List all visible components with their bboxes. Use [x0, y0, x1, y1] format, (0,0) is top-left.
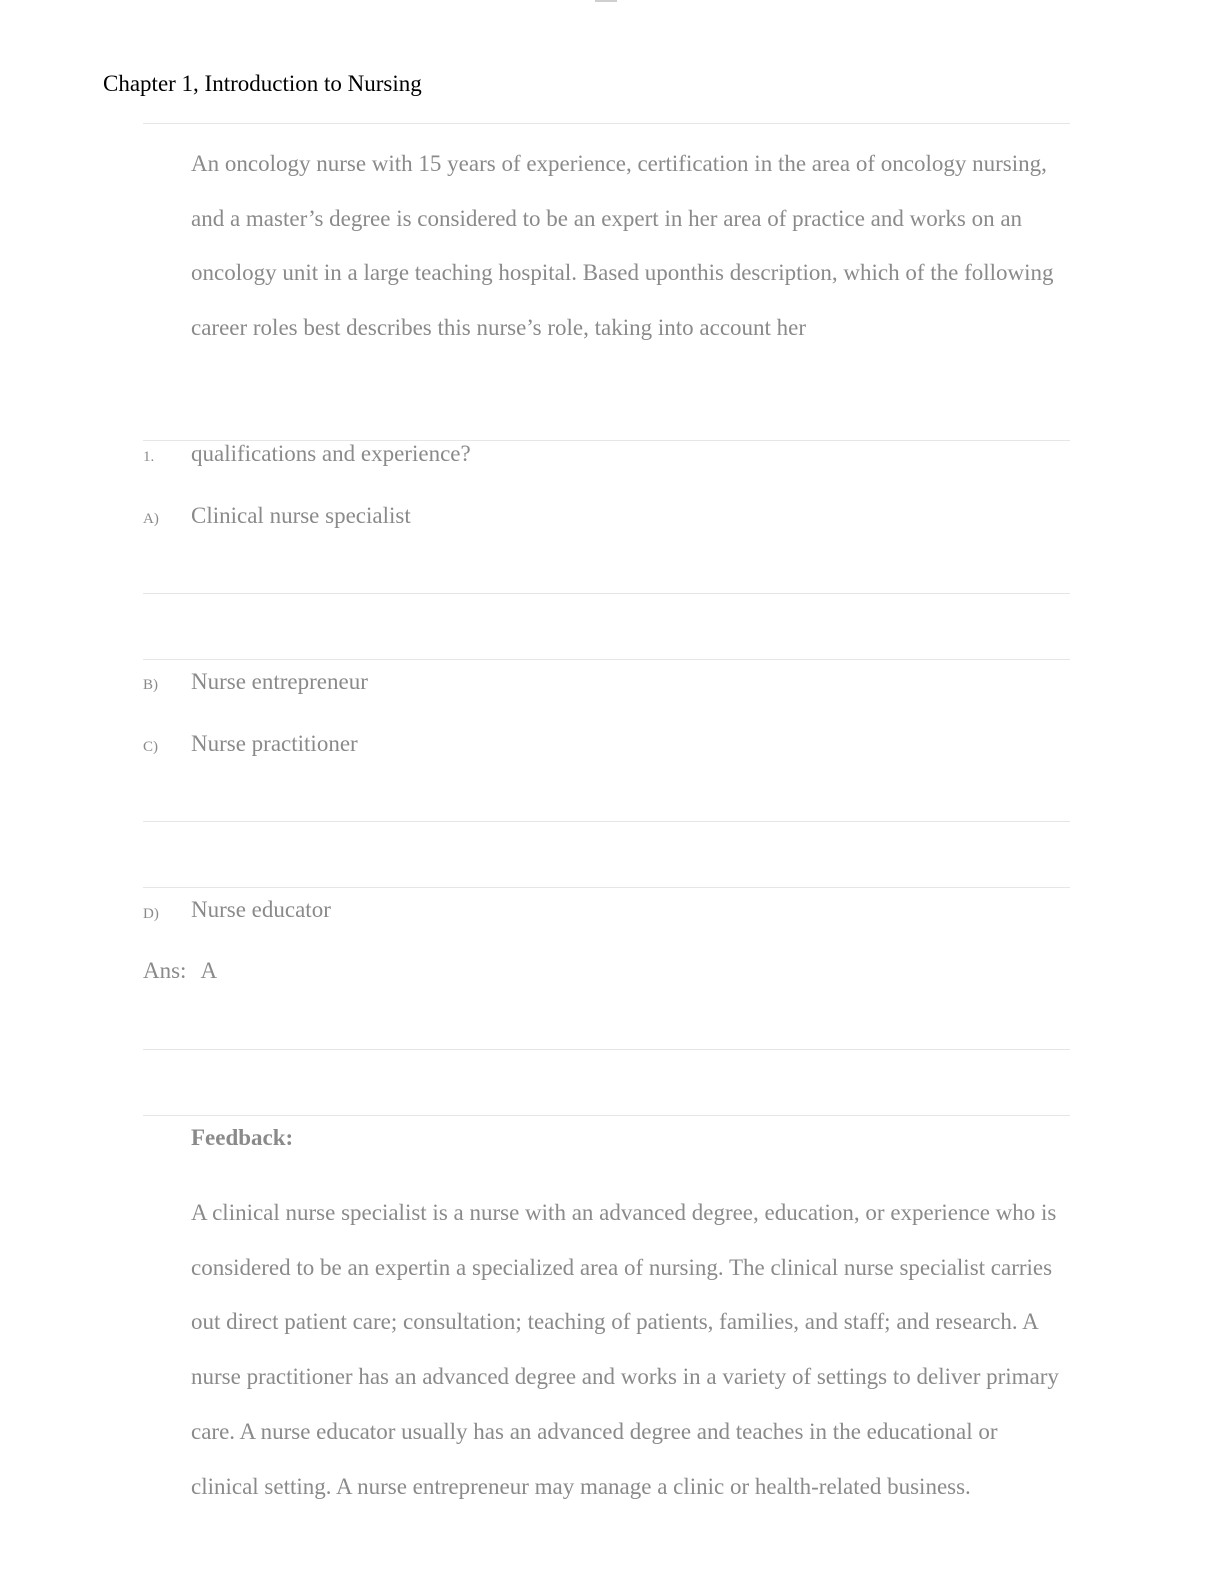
question-stem-end: qualifications and experience?: [191, 441, 471, 466]
answer-value: A: [200, 958, 218, 983]
answer-line: [143, 958, 217, 984]
divider: [143, 821, 1070, 822]
option-a-text: Clinical nurse specialist: [191, 503, 411, 528]
divider: [143, 593, 1070, 594]
option-b-label: B): [143, 677, 158, 693]
divider: [143, 123, 1070, 124]
option-d-text: Nurse educator: [191, 897, 331, 922]
option-c-text: Nurse practitioner: [191, 731, 358, 756]
divider: [143, 659, 1070, 660]
option-a-label: A): [143, 511, 159, 527]
divider: [143, 1115, 1070, 1116]
feedback-heading: Feedback:: [191, 1125, 294, 1150]
feedback-body: A clinical nurse specialist is a nurse with an advanced degree, education, or experience who is considered to be an expertin a specialized area of nursing. The clinical nurse specialist carries out direct patient care; consultation; teaching of patients, families, and staff; and research. A nurse practitioner has an advanced degree and works in a variety of settings to deliver primary care. A nurse educator usually has an advanced degree and teaches in the educational or clinical setting. A nurse entrepreneur may manage a clinic or health-related business.: [191, 1200, 1059, 1499]
option-d-label: D): [143, 906, 159, 922]
chapter-title: Chapter 1, Introduction to Nursing: [103, 71, 422, 96]
option-c-label: C): [143, 739, 158, 755]
divider: [143, 1049, 1070, 1050]
answer-label: Ans:: [143, 958, 187, 983]
question-number: 1.: [143, 449, 155, 465]
option-b-text: Nurse entrepreneur: [191, 669, 368, 694]
header-mark: [595, 0, 617, 2]
divider: [143, 887, 1070, 888]
question-stem: An oncology nurse with 15 years of experience, certification in the area of oncology nursing, and a master’s degree is considered to be an expert in her area of practice and works on an oncology unit in a large teaching hospital. Based uponthis description, which of the following career roles best describes this nurse’s role, taking into account her: [191, 151, 1054, 341]
